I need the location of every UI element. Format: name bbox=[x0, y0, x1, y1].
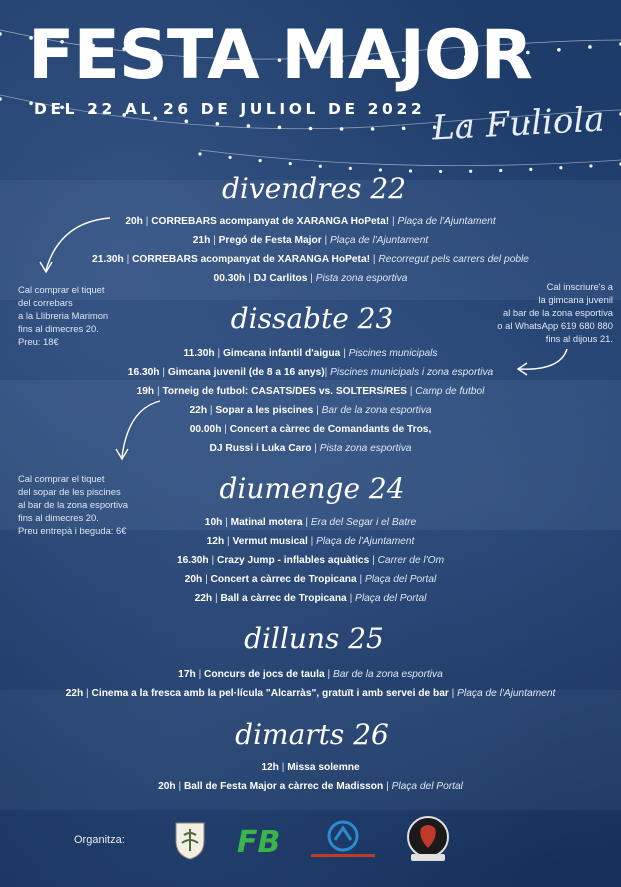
event-row: 19h | Torneig de futbol: CASATS/DES vs. SOLTERS/RES | Camp de futbol bbox=[136, 386, 485, 397]
light-bulb-icon bbox=[216, 122, 220, 126]
light-bulb-icon bbox=[588, 45, 592, 49]
light-bulb-icon bbox=[340, 127, 344, 131]
fb-logo-icon bbox=[234, 818, 282, 862]
event-row: 21.30h | CORREBARS acompanyat de XARANGA HoPeta! | Recorregut pels carrers del poble bbox=[92, 254, 529, 265]
light-bulb-icon bbox=[29, 101, 33, 105]
light-bulb-icon bbox=[185, 119, 189, 123]
light-bulb-icon bbox=[499, 169, 502, 172]
light-bulb-icon bbox=[289, 162, 292, 165]
light-bulb-icon bbox=[371, 127, 375, 131]
organizers-label: Organitza: bbox=[74, 834, 125, 846]
day-heading-diumenge: diumenge 24 bbox=[219, 472, 405, 505]
gimcana-registration-note: Cal inscriure's a la gimcana juvenil al bar de la zona esportiva o al WhatsApp 619 680 880 fins al dijous 21. bbox=[497, 281, 613, 344]
curved-arrow-icon bbox=[505, 345, 575, 380]
curved-arrow-icon bbox=[108, 395, 168, 465]
light-bulb-icon bbox=[0, 32, 2, 36]
motorcycle-club-badge-icon bbox=[404, 814, 452, 864]
light-bulb-icon bbox=[439, 170, 442, 173]
day-heading-dilluns: dilluns 25 bbox=[244, 622, 384, 655]
event-row: 12h | Vermut musical | Plaça de l'Ajuntament bbox=[206, 536, 415, 547]
correbars-ticket-note: Cal comprar el tiquet del correbars a la Llibreria Marimon fins al dimecres 20. Preu: 18€ bbox=[18, 284, 109, 347]
light-bulb-icon bbox=[198, 152, 201, 155]
event-row: 00.30h | DJ Carlitos | Pista zona esportiva bbox=[213, 273, 408, 284]
event-row: 12h | Missa solemne bbox=[261, 762, 360, 773]
festival-dates: DEL 22 AL 26 DE JULIOL DE 2022 bbox=[34, 100, 426, 118]
page-title: FESTA MAJOR bbox=[28, 16, 533, 95]
event-row: 17h | Concurs de jocs de taula | Bar de la zona esportiva bbox=[178, 669, 443, 680]
event-row: 21h | Pregó de Festa Major | Plaça de l'Ajuntament bbox=[192, 235, 429, 246]
sopar-ticket-note: Cal comprar el tiquet del sopar de les piscines al bar de la zona esportiva fins al dimecres 20. Preu entrepà i beguda: 6€ bbox=[18, 473, 128, 536]
light-bulb-icon bbox=[589, 164, 592, 167]
event-row: 20h | CORREBARS acompanyat de XARANGA HoPeta! | Plaça de l'Ajuntament bbox=[125, 216, 496, 227]
circular-emblem-icon bbox=[304, 818, 382, 862]
light-bulb-icon bbox=[402, 127, 406, 131]
day-heading-divendres: divendres 22 bbox=[221, 172, 407, 205]
light-bulb-icon bbox=[559, 166, 562, 169]
event-row: 22h | Ball a càrrec de Tropicana | Plaça del Portal bbox=[194, 593, 427, 604]
light-bulb-icon bbox=[278, 126, 282, 130]
event-row: 22h | Sopar a les piscines | Bar de la zona esportiva bbox=[189, 405, 432, 416]
curved-arrow-icon bbox=[30, 212, 120, 282]
event-row: 20h | Concert a càrrec de Tropicana | Plaça del Portal bbox=[184, 574, 437, 585]
event-row: 20h | Ball de Festa Major a càrrec de Madisson | Plaça del Portal bbox=[158, 781, 463, 792]
event-row: 10h | Matinal motera | Era del Segar i el Batre bbox=[204, 517, 417, 528]
svg-text:FB: FB bbox=[237, 825, 281, 860]
light-bulb-icon bbox=[557, 48, 561, 52]
light-bulb-icon bbox=[529, 168, 532, 171]
light-bulb-icon bbox=[349, 167, 352, 170]
event-row: DJ Russi i Luka Caro | Pista zona esportiva bbox=[209, 443, 412, 454]
light-bulb-icon bbox=[228, 156, 231, 159]
day-heading-dissabte: dissabte 23 bbox=[230, 302, 394, 335]
town-crest-icon bbox=[170, 818, 210, 862]
event-row: 00.00h | Concert a càrrec de Comandants de Tros, bbox=[189, 424, 432, 435]
light-bulb-icon bbox=[319, 165, 322, 168]
light-bulb-icon bbox=[0, 97, 2, 101]
light-bulb-icon bbox=[247, 124, 251, 128]
day-heading-dimarts: dimarts 26 bbox=[235, 718, 389, 751]
light-bulb-icon bbox=[309, 127, 313, 131]
light-bulb-icon bbox=[259, 159, 262, 162]
light-bulb-icon bbox=[409, 169, 412, 172]
event-row: 16.30h | Gimcana juvenil (de 8 a 16 anys)| Piscines municipals i zona esportiva bbox=[127, 367, 494, 378]
event-row: 22h | Cinema a la fresca amb la pel·lícula "Alcarràs", gratuït i amb servei de bar | Plaça de l'Ajuntament bbox=[65, 688, 556, 699]
event-row: 11.30h | Gimcana infantil d'aigua | Piscines municipals bbox=[183, 348, 438, 359]
light-bulb-icon bbox=[469, 170, 472, 173]
event-row: 16.30h | Crazy Jump - inflables aquàtics | Carrer de l'Om bbox=[176, 555, 445, 566]
town-name-script: La Fuliola bbox=[431, 99, 606, 149]
